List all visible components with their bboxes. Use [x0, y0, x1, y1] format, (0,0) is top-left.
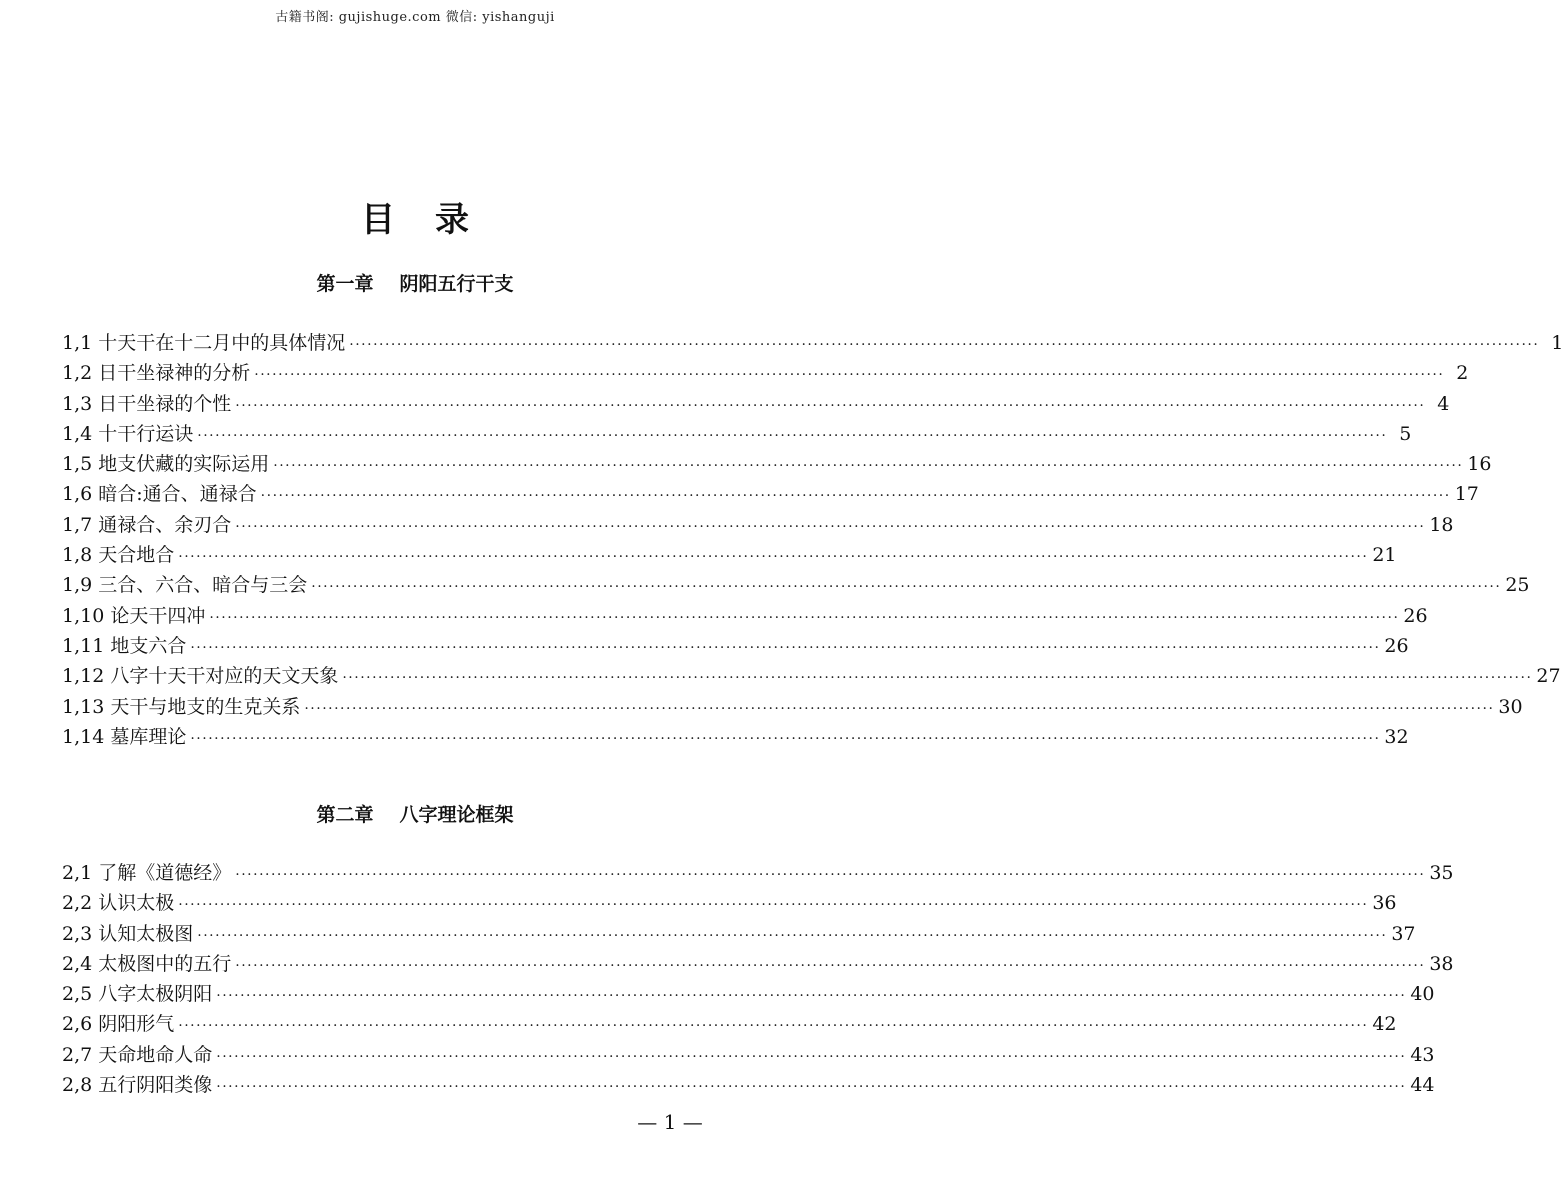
toc-entry-page: 27 [1536, 665, 1561, 688]
toc-entry-page: 36 [1372, 892, 1397, 915]
chapter-1-name: 阴阳五行干支 [399, 273, 514, 295]
toc-leader-dots: ········································································································································································································ [216, 1048, 1407, 1065]
toc-entry[interactable] [62, 510, 1454, 540]
toc-leader-dots: ········································································································································································································ [254, 367, 1445, 384]
toc-leader-dots: ········································································································································································································ [190, 639, 1381, 656]
toc-leader-dots: ········································································································································································································ [311, 579, 1502, 596]
toc-entry-label: 1,8 天合地合 [62, 544, 175, 567]
toc-leader-dots: ········································································································································································································ [178, 1018, 1369, 1035]
toc-entry-label: 2,2 认识太极 [62, 892, 175, 915]
toc-entry-page: 26 [1384, 634, 1409, 657]
toc-entry-label: 1,9 三合、六合、暗合与三会 [62, 574, 308, 597]
toc-entry-page: 43 [1410, 1043, 1435, 1066]
toc-entry[interactable] [62, 919, 1416, 949]
toc-entry-label: 1,12 八字十天干对应的天文天象 [62, 665, 339, 688]
toc-leader-dots: ········································································································································································································ [190, 730, 1381, 747]
toc-entry[interactable] [62, 888, 1397, 918]
toc-entry[interactable] [62, 949, 1454, 979]
toc-entry-page: 38 [1429, 952, 1454, 975]
toc-entry[interactable] [62, 1009, 1397, 1039]
toc-entry-page: 44 [1410, 1074, 1435, 1097]
toc-leader-dots: ········································································································································································································ [197, 927, 1388, 944]
toc-entry[interactable] [62, 328, 1563, 358]
toc-entry[interactable] [62, 479, 1479, 509]
toc-entry-label: 2,5 八字太极阴阳 [62, 983, 213, 1006]
toc-leader-dots: ········································································································································································································ [216, 1079, 1407, 1096]
toc-entry[interactable] [62, 722, 1409, 752]
toc-entry[interactable] [62, 540, 1397, 570]
toc-leader-dots: ········································································································································································································ [216, 988, 1407, 1005]
page-number: — 1 — [637, 1110, 703, 1134]
toc-entry-page: 16 [1467, 453, 1492, 476]
toc-entry-label: 2,7 天命地命人命 [62, 1043, 213, 1066]
toc-entry-label: 1,14 墓库理论 [62, 725, 187, 748]
toc-leader-dots: ········································································································································································································ [342, 670, 1533, 687]
toc-leader-dots: ········································································································································································································ [178, 897, 1369, 914]
toc-entry-page: 30 [1498, 695, 1523, 718]
toc-entry[interactable] [62, 692, 1523, 722]
toc-entry-label: 1,3 日干坐禄的个性 [62, 392, 232, 415]
toc-entry-label: 1,13 天干与地支的生克关系 [62, 695, 301, 718]
toc-entry-page: 26 [1403, 604, 1428, 627]
toc-leader-dots: ········································································································································································································ [235, 867, 1426, 883]
toc-entry-label: 2,8 五行阴阳类像 [62, 1074, 213, 1097]
toc-leader-dots: ········································································································································································································ [349, 337, 1540, 353]
toc-entry-label: 1,4 十干行运诀 [62, 422, 194, 445]
chapter-2-number: 第二章 [316, 804, 374, 826]
toc-leader-dots: ········································································································································································································ [304, 700, 1495, 717]
toc-entry-page: 21 [1372, 544, 1397, 567]
toc-entry-page: 18 [1429, 513, 1454, 536]
toc-entry-page: 40 [1410, 983, 1435, 1006]
toc-entry-page: 25 [1505, 574, 1530, 597]
toc-entry-label: 1,6 暗合:通合、通禄合 [62, 483, 257, 506]
chapter-1-toc [62, 328, 1563, 752]
toc-entry[interactable] [62, 661, 1561, 691]
toc-entry[interactable] [62, 979, 1435, 1009]
toc-leader-dots: ········································································································································································································ [235, 518, 1426, 535]
page-title: 目录 [361, 200, 509, 240]
toc-entry-page: 5 [1399, 422, 1412, 445]
chapter-2-name: 八字理论框架 [399, 804, 514, 826]
toc-entry-label: 2,3 认知太极图 [62, 922, 194, 945]
toc-entry-page: 4 [1437, 392, 1450, 415]
toc-leader-dots: ········································································································································································································ [235, 957, 1426, 974]
toc-entry-page: 42 [1372, 1013, 1397, 1036]
toc-entry-page: 17 [1454, 483, 1479, 506]
toc-entry-label: 1,1 十天干在十二月中的具体情况 [62, 332, 346, 354]
chapter-2-title [0, 800, 830, 827]
toc-entry[interactable] [62, 389, 1450, 419]
watermark: 古籍书阁: gujishuge.com 微信: yishanguji [275, 10, 555, 25]
toc-entry-label: 1,7 通禄合、余刃合 [62, 513, 232, 536]
toc-leader-dots: ········································································································································································································ [235, 397, 1426, 414]
toc-entry-page: 37 [1391, 922, 1416, 945]
toc-entry[interactable] [62, 1040, 1435, 1070]
toc-entry-label: 1,2 日干坐禄神的分析 [62, 362, 251, 385]
toc-entry-page: 35 [1429, 862, 1454, 884]
toc-entry[interactable] [62, 1070, 1435, 1100]
toc-entry[interactable] [62, 858, 1454, 888]
toc-leader-dots: ········································································································································································································ [209, 609, 1400, 626]
toc-entry[interactable] [62, 358, 1469, 388]
toc-leader-dots: ········································································································································································································ [260, 488, 1451, 505]
toc-leader-dots: ········································································································································································································ [178, 549, 1369, 566]
toc-leader-dots: ········································································································································································································ [273, 458, 1464, 475]
toc-entry-label: 2,1 了解《道德经》 [62, 862, 232, 884]
toc-entry-label: 1,5 地支伏藏的实际运用 [62, 453, 270, 476]
toc-entry[interactable] [62, 419, 1412, 449]
toc-entry-label: 1,10 论天干四冲 [62, 604, 206, 627]
toc-entry[interactable] [62, 631, 1409, 661]
chapter-1-number: 第一章 [316, 273, 374, 295]
toc-leader-dots: ········································································································································································································ [197, 427, 1388, 444]
chapter-1-title [0, 269, 830, 296]
toc-entry[interactable] [62, 570, 1530, 600]
toc-entry-label: 2,6 阴阳形气 [62, 1013, 175, 1036]
toc-entry-page: 2 [1456, 362, 1469, 385]
toc-entry-label: 1,11 地支六合 [62, 634, 187, 657]
toc-entry-page: 1 [1551, 332, 1563, 354]
toc-entry-label: 2,4 太极图中的五行 [62, 952, 232, 975]
chapter-2-toc [62, 858, 1454, 1100]
toc-entry[interactable] [62, 449, 1492, 479]
toc-entry-page: 32 [1384, 725, 1409, 748]
toc-entry[interactable] [62, 601, 1428, 631]
